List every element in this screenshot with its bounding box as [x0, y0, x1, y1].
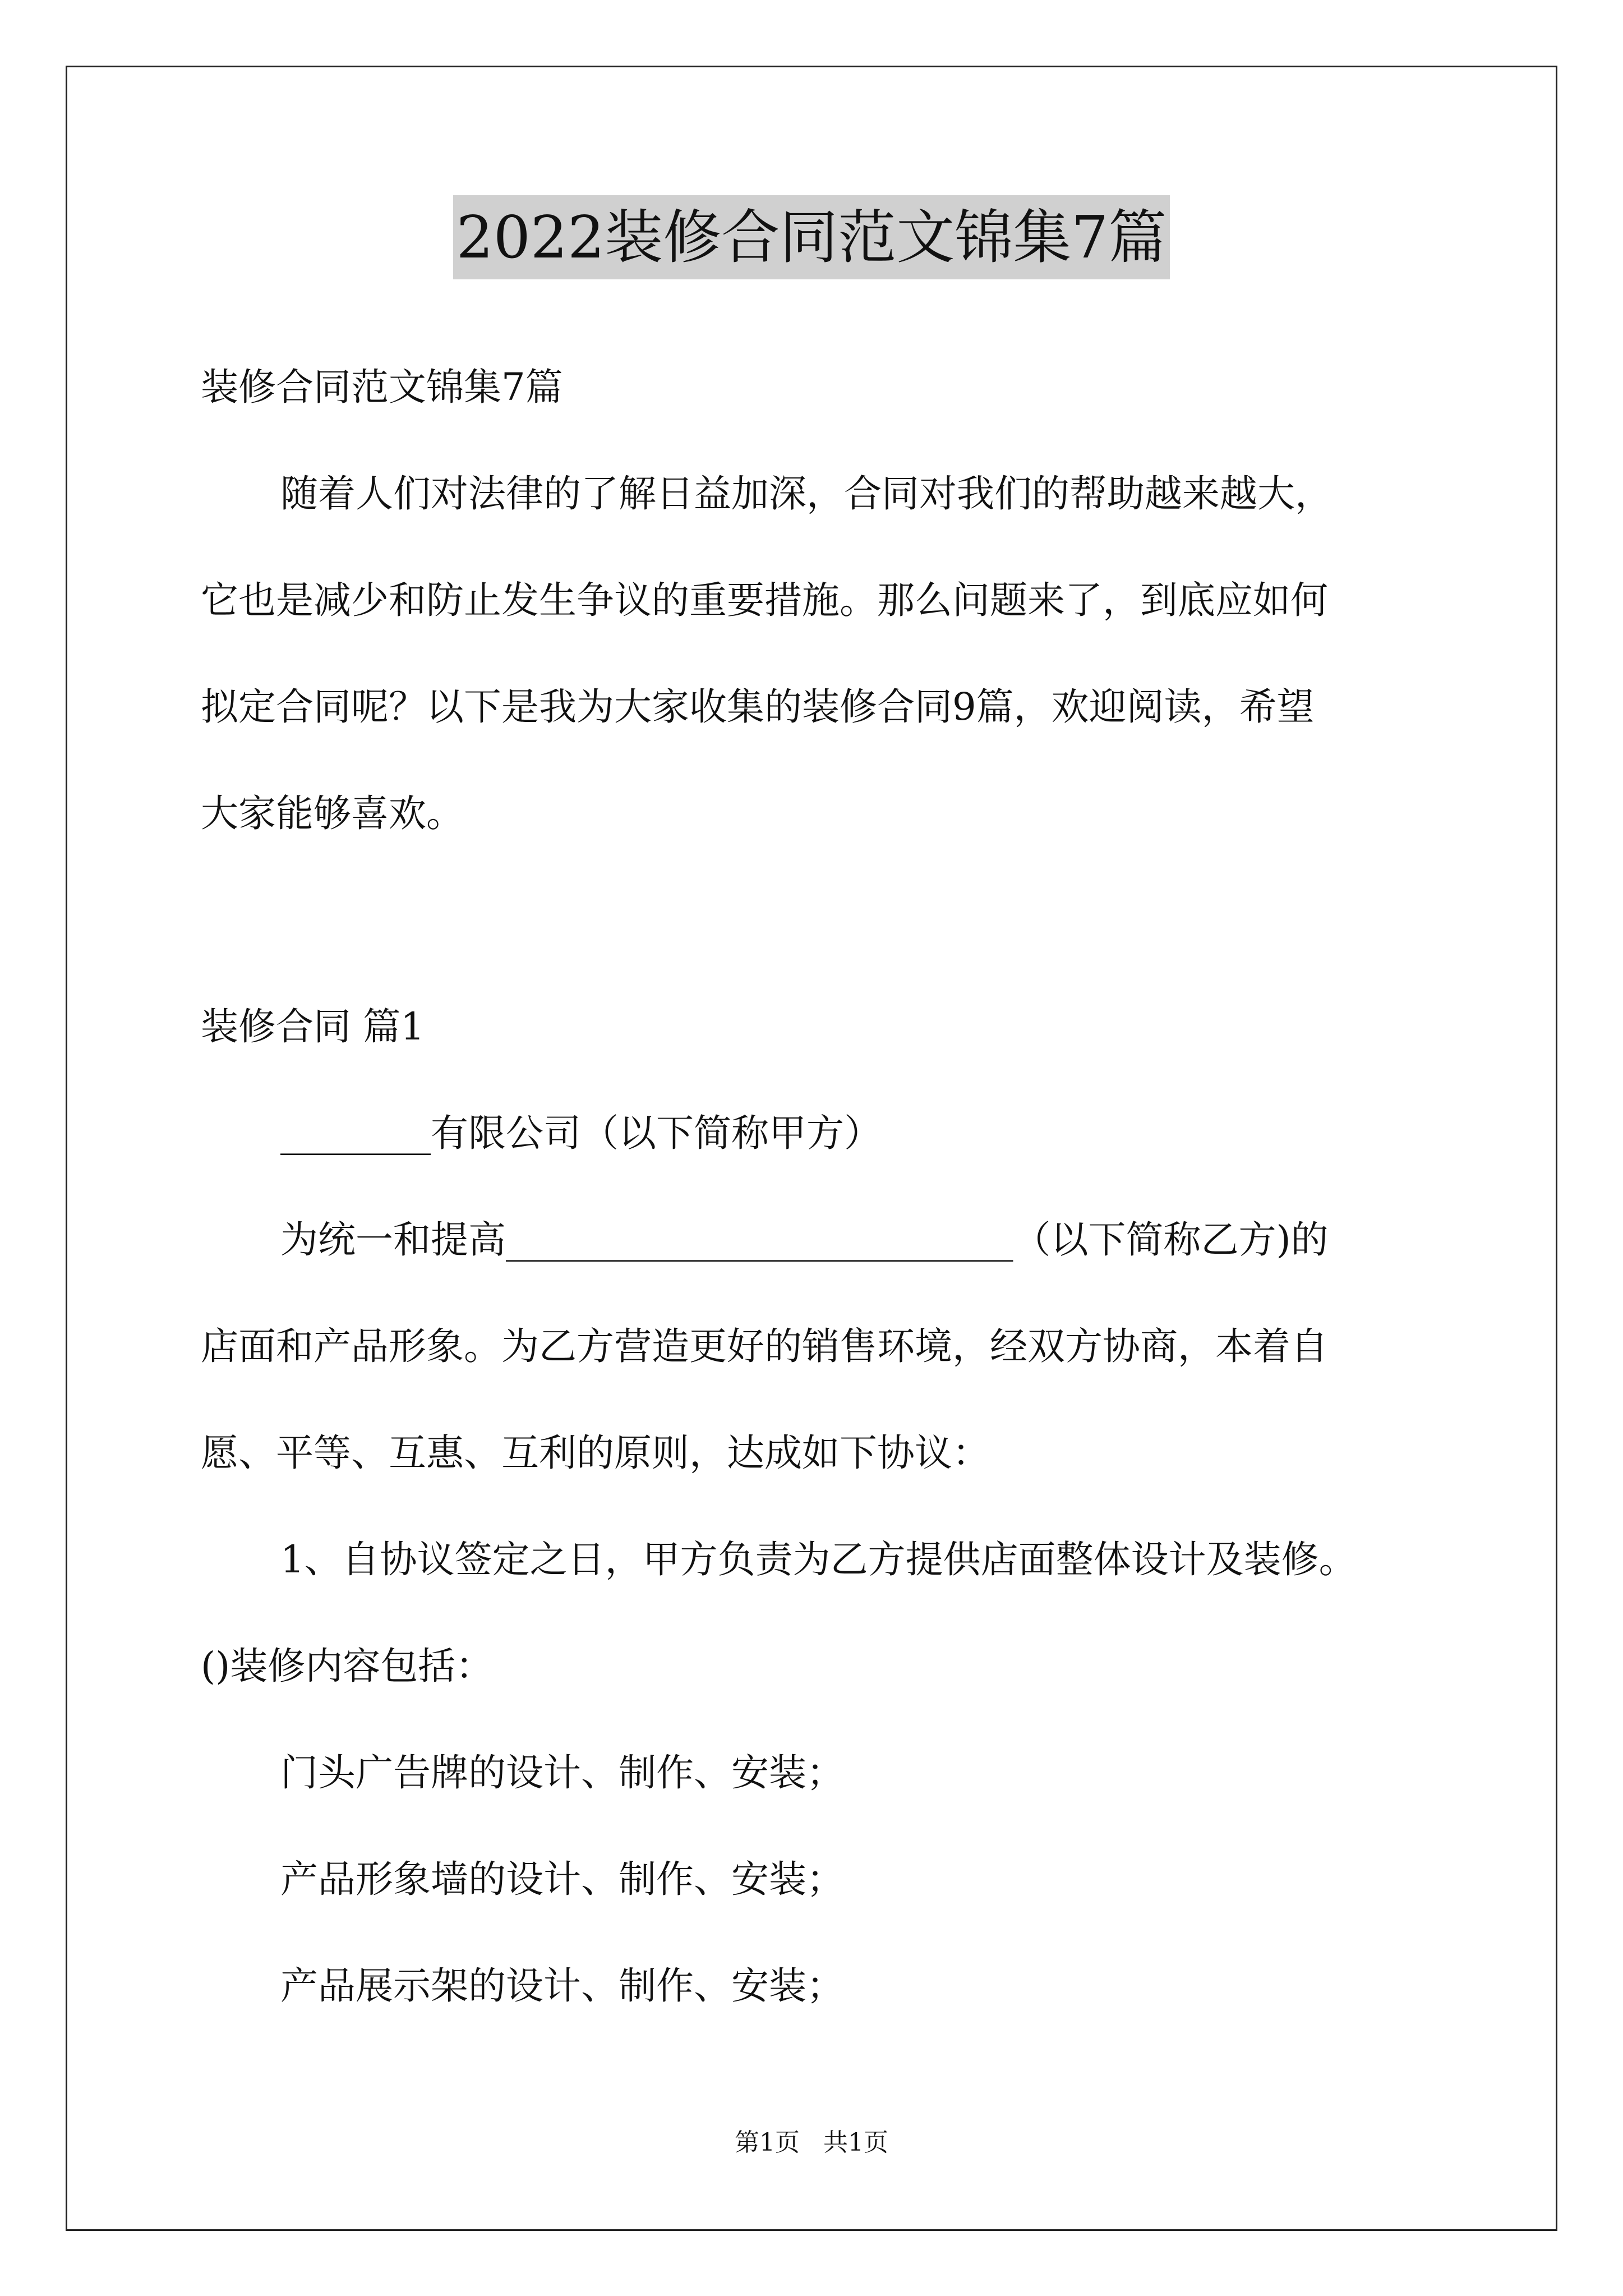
list-item: 产品形象墙的设计、制作、安装；: [280, 1857, 844, 1901]
list-item: 门头广告牌的设计、制作、安装；: [280, 1751, 844, 1795]
intro-line-3: 拟定合同呢？以下是我为大家收集的装修合同9篇，欢迎阅读，希望: [201, 685, 1315, 729]
page-footer: 第1页 共1页: [735, 2128, 888, 2157]
document-subtitle: 装修合同范文锦集7篇: [201, 365, 563, 409]
purpose-line-3: 愿、平等、互惠、互利的原则，达成如下协议：: [201, 1431, 990, 1475]
title-container: [67, 195, 1556, 279]
purpose-line-2: 店面和产品形象。为乙方营造更好的销售环境，经双方协商，本着自: [201, 1324, 1328, 1368]
purpose-line-1: 为统一和提高___________________________（以下简称乙方)的: [280, 1218, 1329, 1262]
clause-line-2: ()装修内容包括：: [201, 1644, 494, 1688]
section-heading: 装修合同 篇1: [201, 1005, 425, 1048]
list-item: 产品展示架的设计、制作、安装；: [280, 1964, 844, 2008]
clause-line-1: 1、自协议签定之日，甲方负责为乙方提供店面整体设计及装修。: [280, 1538, 1357, 1581]
party-a-line: ________有限公司（以下简称甲方）: [280, 1111, 882, 1155]
intro-line-4: 大家能够喜欢。: [201, 792, 464, 835]
document-title: 2022装修合同范文锦集7篇: [453, 195, 1170, 279]
intro-line-1: 随着人们对法律的了解日益加深，合同对我们的帮助越来越大，: [280, 472, 1332, 516]
document-page: [66, 66, 1557, 2231]
intro-line-2: 它也是减少和防止发生争议的重要措施。那么问题来了，到底应如何: [201, 578, 1328, 622]
